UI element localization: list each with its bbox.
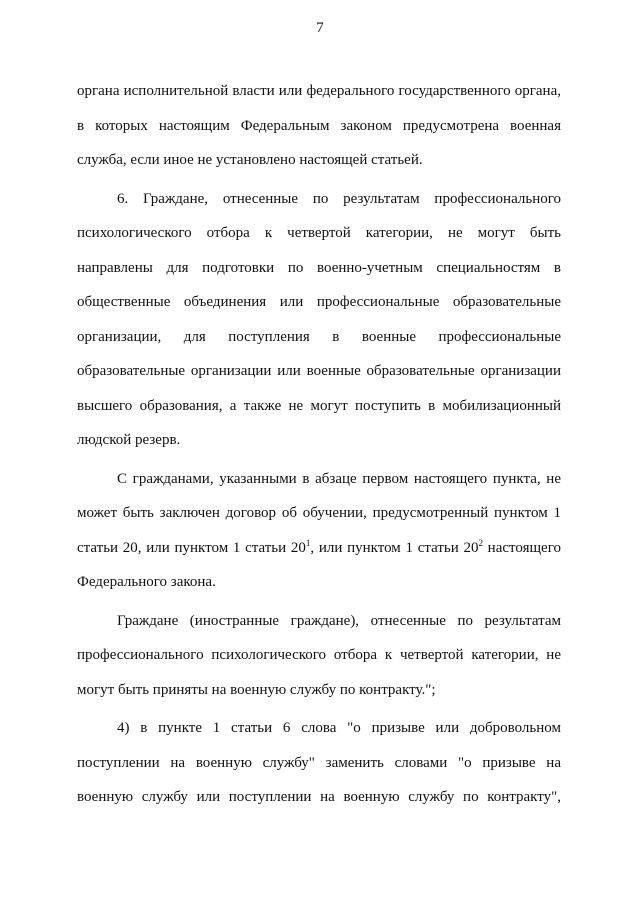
paragraph-item-4 [77,711,561,815]
text-fragment: , или пунктом 1 статьи 20 [310,539,479,556]
text-fragment: статьи 20, или пунктом 1 статьи 20 [77,539,306,556]
paragraph-contract-restriction [77,462,561,600]
text-line: людской резерв. [77,432,181,448]
superscript: 1 [305,537,311,548]
text-line: Федерального закона. [77,574,216,590]
text-line: высшего образования, а также не могут поступить в мобилизационный [77,397,561,414]
text-line: 6. Граждане, отнесенные по результатам профессионального [117,190,561,207]
text-line: организации, для поступления в военные профессиональные [77,328,561,345]
paragraph-foreign-citizens [77,604,561,708]
text-line: Граждане (иностранные граждане), отнесенные по результатам [117,612,561,629]
superscript: 2 [478,537,483,548]
text-line: может быть заключен договор об обучении, предусмотренный пунктом 1 [77,505,561,521]
text-fragment: настоящего [482,539,561,556]
document-body [77,74,561,819]
text-line: органа исполнительной власти или федерального государственного органа, [77,83,561,99]
page-number: 7 [316,20,324,36]
text-line: направлены для подготовки по военно-учетным специальностям в [77,259,561,276]
text-line: служба, если иное не установлено настоящей статьей. [77,152,423,168]
text-line: профессионального психологического отбора к четвертой категории, не [77,647,561,663]
text-line: С гражданами, указанными в абзаце первом настоящего пункта, не [117,470,561,487]
paragraph-item-6 [77,182,561,458]
text-line-with-superscripts [77,531,561,566]
text-line: военную службу или поступлении на военную службу по контракту", [77,789,561,805]
text-line: в которых настоящим Федеральным законом предусмотрена военная [77,117,561,134]
text-line: могут быть приняты на военную службу по контракту."; [77,681,436,698]
paragraph-continuation [77,74,561,178]
text-line: поступлении на военную службу" заменить словами "о призыве на [77,754,561,771]
text-line: общественные объединения или профессиональные образовательные [77,294,561,310]
text-line: психологического отбора к четвертой категории, не могут быть [77,225,561,241]
text-line: 4) в пункте 1 статьи 6 слова "о призыве или добровольном [117,720,561,736]
text-line: образовательные организации или военные образовательные организации [77,363,561,379]
